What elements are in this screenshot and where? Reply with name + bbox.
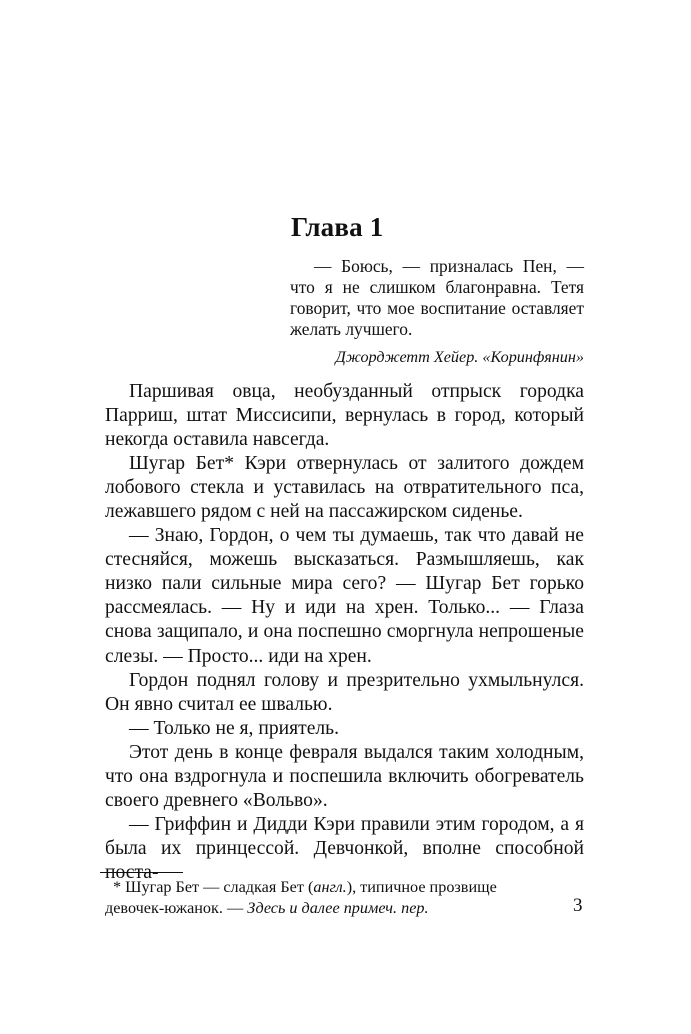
footnote-italic-note: Здесь и далее примеч. пер. <box>247 898 429 917</box>
footnote-italic-lang: англ. <box>313 878 347 896</box>
paragraph: Паршивая овца, необузданный отпрыск городка Парриш, штат Миссисипи, вернулась в город, который некогда оставила навсегда. <box>105 381 584 451</box>
paragraph: — Только не я, приятель. <box>129 717 340 739</box>
paragraph: — Знаю, Гордон, о чем ты думаешь, так что давай не стесняйся, можешь высказаться. Размышляешь, как низко пали сильные мира сего? — Шугар Бет горько рассмеялась. — Ну и иди на хрен. Только... — Глаза снова защипало, и она поспешно сморгнула непрошеные слезы. — Просто... иди на хрен. <box>105 525 584 667</box>
footnote-text <box>105 877 525 918</box>
footnote-divider <box>100 872 183 873</box>
epigraph-text: — Боюсь, — призналась Пен, — что я не слишком благонравна. Тетя говорит, что мое воспитание оставляет желать лучшего. <box>290 256 584 339</box>
footnote-text-part: ), типичное прозвище девочек-южанок. — <box>105 878 497 917</box>
chapter-body <box>105 380 584 885</box>
paragraph: Этот день в конце февраля выдался таким холодным, что она вздрогнула и поспешила включить обогреватель своего древнего «Вольво». <box>105 741 584 811</box>
epigraph <box>290 256 584 368</box>
page-number: 3 <box>573 895 583 916</box>
paragraph: Гордон поднял голову и презрительно ухмыльнулся. Он явно считал ее швалью. <box>105 669 584 715</box>
epigraph-source: Джорджетт Хейер. «Коринфянин» <box>335 348 584 366</box>
paragraph: — Гриффин и Дидди Кэри правили этим городом, а я была их принцессой. Девчонкой, вполне способной поста- <box>105 813 584 883</box>
footnote-marker: * <box>113 878 122 896</box>
paragraph: Шугар Бет* Кэри отвернулась от залитого дождем лобового стекла и уставилась на отвратительного пса, лежавшего рядом с ней на пассажирском сиденье. <box>105 453 584 523</box>
footnote <box>105 877 525 918</box>
chapter-title: Глава 1 <box>291 212 384 242</box>
footnote-text-part: Шугар Бет — сладкая Бет ( <box>125 878 314 896</box>
